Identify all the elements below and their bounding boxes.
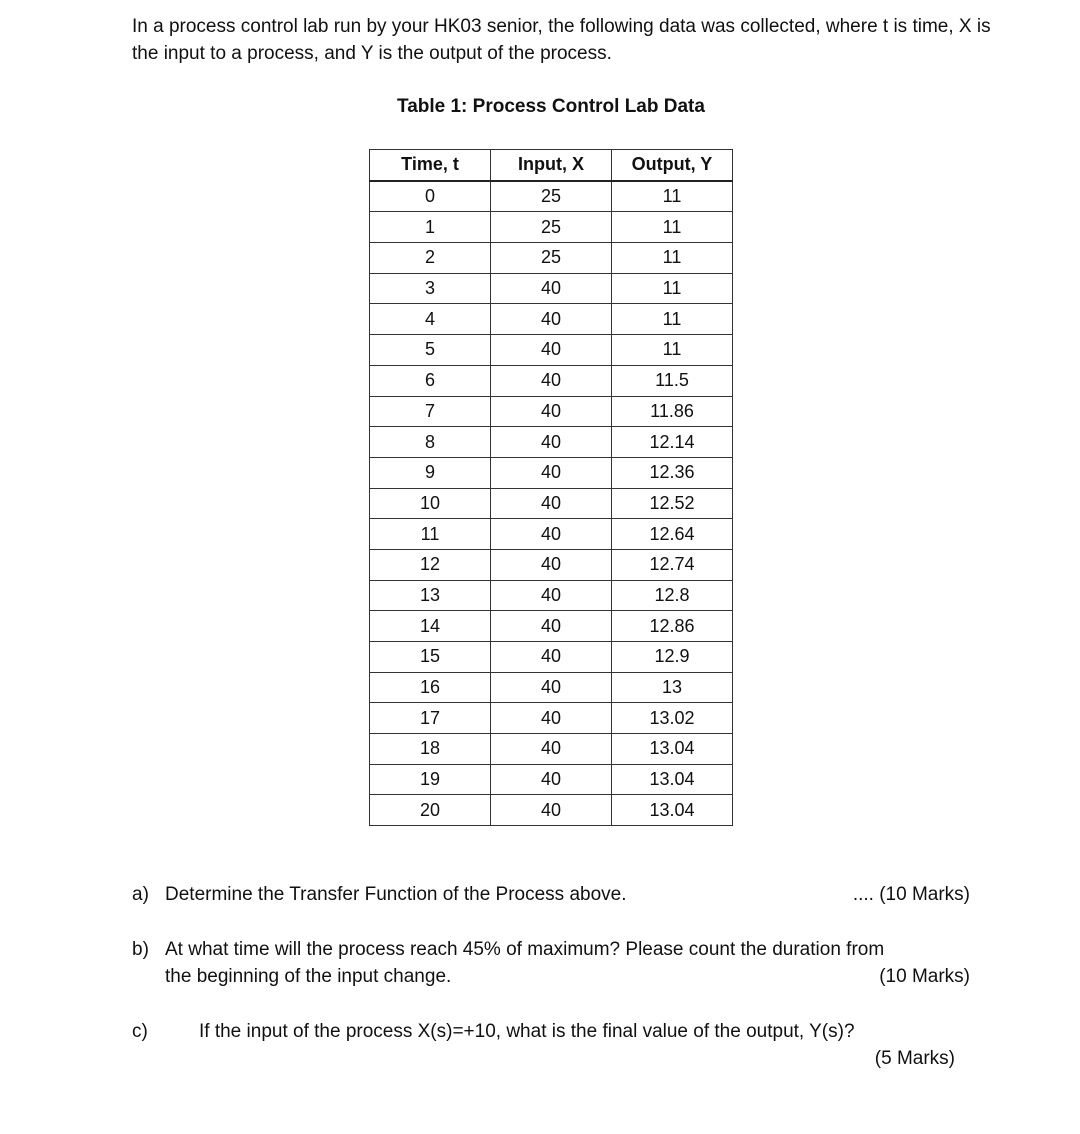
cell-time: 0 (370, 181, 491, 212)
cell-output: 12.52 (612, 488, 733, 519)
question-a-label: a) (132, 884, 149, 905)
cell-time: 14 (370, 611, 491, 642)
header-input: Input, X (491, 150, 612, 181)
cell-output: 11.5 (612, 365, 733, 396)
question-a-text: Determine the Transfer Function of the Process above. (165, 884, 627, 905)
cell-output: 11 (612, 304, 733, 335)
table-title: Table 1: Process Control Lab Data (397, 96, 705, 117)
table-row (370, 457, 733, 488)
cell-time: 3 (370, 273, 491, 304)
cell-time: 6 (370, 365, 491, 396)
cell-time: 1 (370, 212, 491, 243)
question-c-label: c) (132, 1021, 148, 1042)
cell-output: 12.8 (612, 580, 733, 611)
cell-time: 7 (370, 396, 491, 427)
cell-output: 13.04 (612, 764, 733, 795)
table-row (370, 212, 733, 243)
cell-input: 40 (491, 764, 612, 795)
cell-input: 40 (491, 734, 612, 765)
cell-time: 17 (370, 703, 491, 734)
cell-time: 8 (370, 427, 491, 458)
cell-output: 11 (612, 335, 733, 366)
table-row (370, 549, 733, 580)
cell-output: 13.02 (612, 703, 733, 734)
cell-output: 11.86 (612, 396, 733, 427)
cell-input: 40 (491, 427, 612, 458)
cell-time: 15 (370, 642, 491, 673)
process-data-table (369, 149, 733, 826)
question-c-marks: (5 Marks) (874, 1048, 955, 1069)
cell-input: 40 (491, 396, 612, 427)
table-row (370, 181, 733, 212)
question-a-marks: .... (10 Marks) (852, 884, 970, 905)
cell-input: 40 (491, 457, 612, 488)
question-c-text: If the input of the process X(s)=+10, what is the final value of the output, Y(s)? (199, 1021, 855, 1042)
table-row (370, 243, 733, 274)
table-row (370, 642, 733, 673)
cell-time: 13 (370, 580, 491, 611)
table-row (370, 488, 733, 519)
cell-input: 40 (491, 549, 612, 580)
question-b-text-line1: At what time will the process reach 45% of maximum? Please count the duration from (165, 939, 885, 960)
table-body (370, 181, 733, 826)
cell-input: 40 (491, 273, 612, 304)
cell-output: 11 (612, 243, 733, 274)
table-row (370, 365, 733, 396)
cell-input: 40 (491, 795, 612, 826)
header-output: Output, Y (612, 150, 733, 181)
cell-output: 13 (612, 672, 733, 703)
cell-input: 40 (491, 365, 612, 396)
cell-input: 40 (491, 580, 612, 611)
table-row (370, 427, 733, 458)
question-b-label: b) (132, 939, 149, 960)
cell-output: 11 (612, 181, 733, 212)
table-row (370, 734, 733, 765)
cell-output: 13.04 (612, 795, 733, 826)
cell-input: 25 (491, 212, 612, 243)
cell-input: 40 (491, 611, 612, 642)
cell-output: 12.14 (612, 427, 733, 458)
table-row (370, 304, 733, 335)
cell-time: 20 (370, 795, 491, 826)
cell-output: 12.9 (612, 642, 733, 673)
table-row (370, 396, 733, 427)
cell-output: 13.04 (612, 734, 733, 765)
cell-time: 16 (370, 672, 491, 703)
cell-input: 40 (491, 304, 612, 335)
cell-time: 4 (370, 304, 491, 335)
cell-output: 11 (612, 273, 733, 304)
cell-input: 40 (491, 519, 612, 550)
cell-time: 11 (370, 519, 491, 550)
cell-time: 10 (370, 488, 491, 519)
cell-input: 40 (491, 703, 612, 734)
cell-output: 12.36 (612, 457, 733, 488)
cell-input: 25 (491, 181, 612, 212)
table-row (370, 703, 733, 734)
cell-output: 12.64 (612, 519, 733, 550)
cell-time: 9 (370, 457, 491, 488)
table-row (370, 519, 733, 550)
intro-paragraph: In a process control lab run by your HK03 senior, the following data was collected, where t is time, X is the input to a process, and Y is the output of the process. (132, 16, 991, 64)
cell-time: 12 (370, 549, 491, 580)
cell-time: 19 (370, 764, 491, 795)
table-header-row (370, 150, 733, 181)
header-time: Time, t (370, 150, 491, 181)
cell-time: 5 (370, 335, 491, 366)
question-b-text-line2: the beginning of the input change. (165, 966, 452, 987)
cell-input: 40 (491, 672, 612, 703)
table-row (370, 672, 733, 703)
cell-input: 25 (491, 243, 612, 274)
table-row (370, 273, 733, 304)
cell-output: 12.74 (612, 549, 733, 580)
cell-input: 40 (491, 642, 612, 673)
cell-input: 40 (491, 488, 612, 519)
table-row (370, 764, 733, 795)
cell-output: 12.86 (612, 611, 733, 642)
table-row (370, 335, 733, 366)
table-row (370, 580, 733, 611)
cell-output: 11 (612, 212, 733, 243)
cell-time: 2 (370, 243, 491, 274)
table-row (370, 611, 733, 642)
question-b-marks: (10 Marks) (879, 966, 970, 987)
cell-input: 40 (491, 335, 612, 366)
table-row (370, 795, 733, 826)
cell-time: 18 (370, 734, 491, 765)
